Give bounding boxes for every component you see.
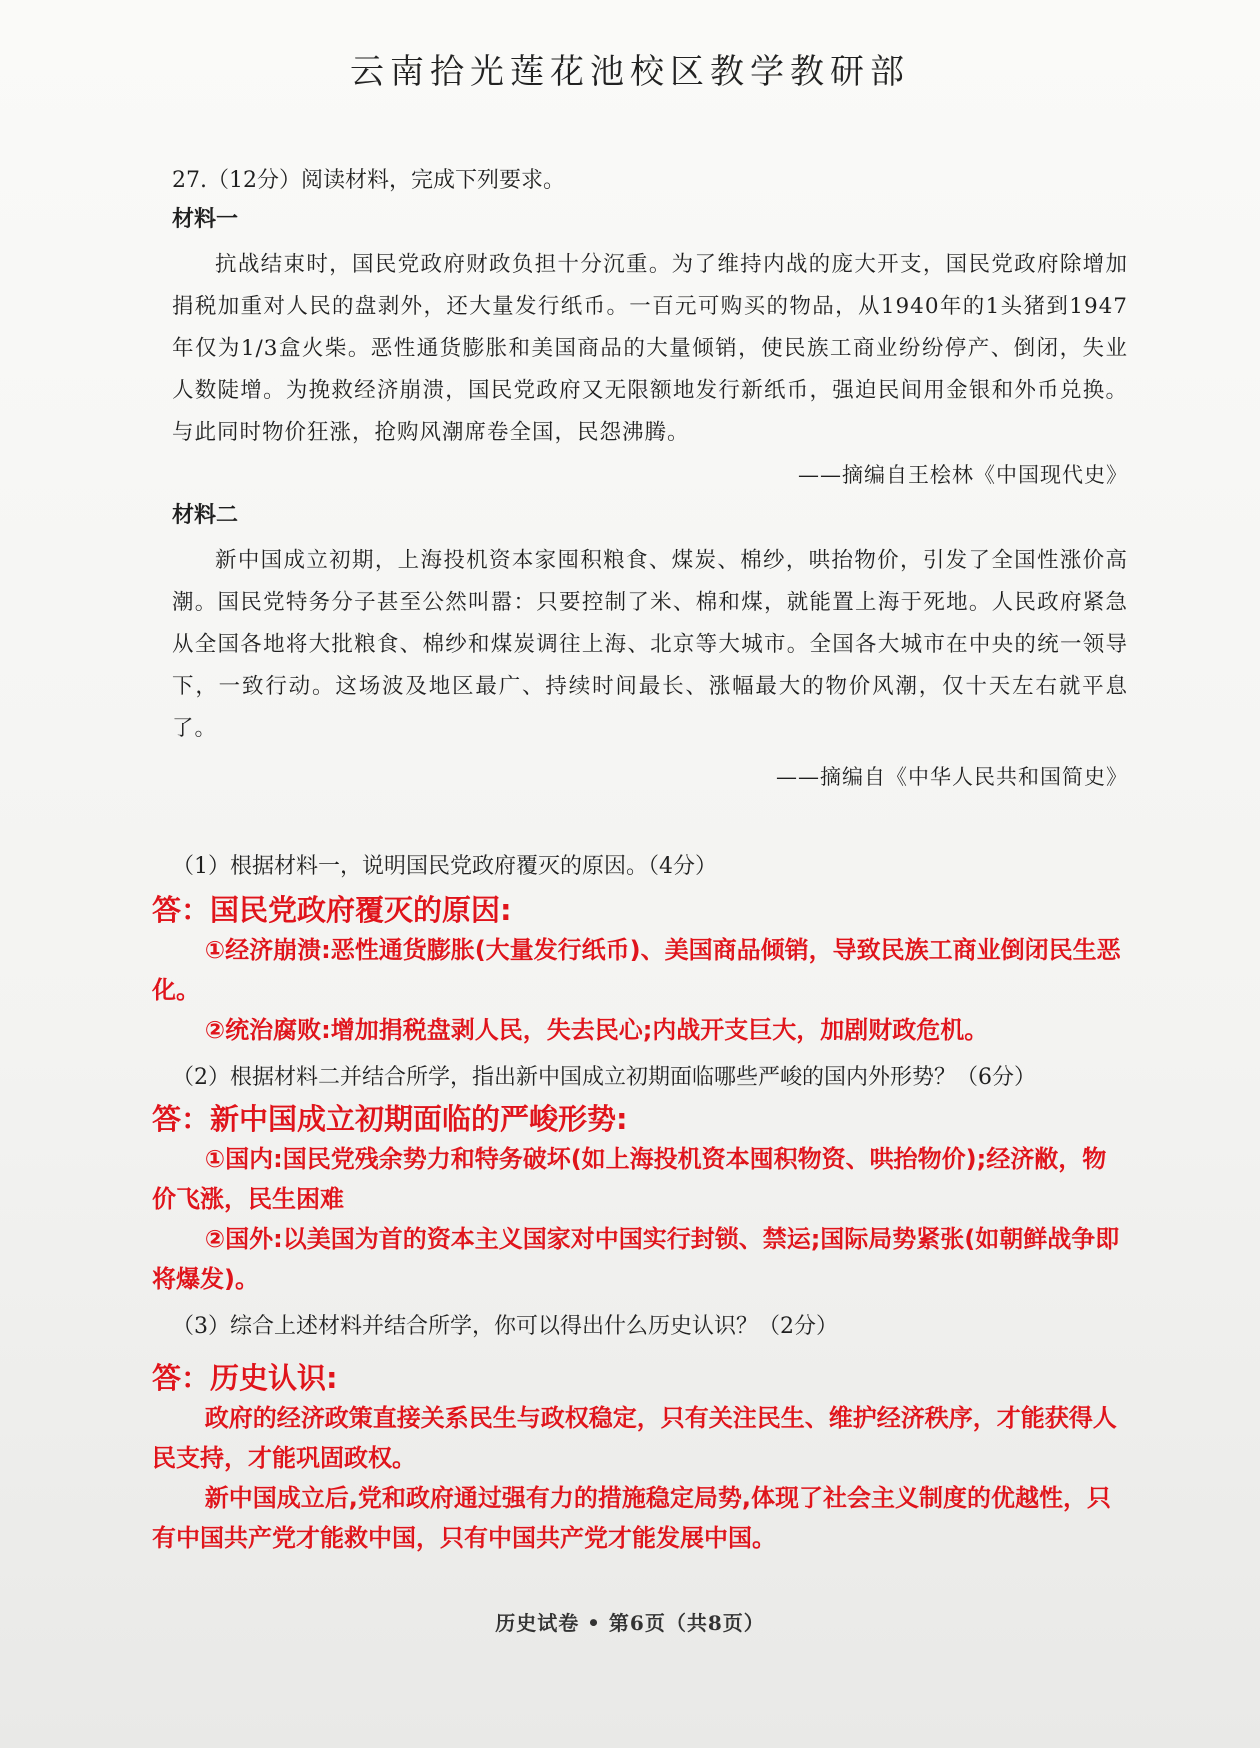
answer-2 [152, 1099, 1128, 1299]
sub-question-2 [172, 1061, 1128, 1095]
material-1-title: 材料一 [172, 206, 239, 232]
material-2-source: ——摘编自《中华人民共和国简史》 [776, 765, 1128, 789]
answer-1 [152, 890, 1128, 1050]
answer-3 [152, 1358, 1128, 1558]
question-intro: 27.（12分）阅读材料，完成下列要求。 [172, 168, 565, 193]
sub-question-3 [172, 1310, 1128, 1344]
answer-1-heading: 答：国民党政府覆灭的原因: [152, 893, 512, 927]
material-2-title: 材料二 [172, 502, 239, 528]
answer-3-point: 政府的经济政策直接关系民生与政权稳定，只有关注民生、维护经济秩序，才能获得人民支持，才能巩固政权。 [152, 1404, 1117, 1472]
material-1-source: ——摘编自王桧林《中国现代史》 [798, 463, 1128, 487]
page-footer: 历史试卷 • 第6页（共8页） [495, 1611, 765, 1635]
question-1-prompt: （1）根据材料一，说明国民党政府覆灭的原因。（4分） [172, 854, 717, 879]
answer-1-point: ①经济崩溃:恶性通货膨胀(大量发行纸币)、美国商品倾销，导致民族工商业倒闭民生恶化。 [152, 936, 1121, 1004]
answer-2-point: ①国内:国民党残余势力和特务破坏(如上海投机资本囤积物资、哄抬物价);经济敝，物价飞涨，民生困难 [152, 1145, 1107, 1213]
material-2-text: 新中国成立初期，上海投机资本家囤积粮食、煤炭、棉纱，哄抬物价，引发了全国性涨价高潮。国民党特务分子甚至公然叫嚣：只要控制了米、棉和煤，就能置上海于死地。人民政府紧急从全国各地将大批粮食、棉纱和煤炭调往上海、北京等大城市。全国各大城市在中央的统一领导下，一致行动。这场波及地区最广、持续时间最长、涨幅最大的物价风潮，仅十天左右就平息了。 [172, 548, 1128, 741]
page-header-title: 云南拾光莲花池校区教学教研部 [350, 52, 910, 92]
material-1-text: 抗战结束时，国民党政府财政负担十分沉重。为了维持内战的庞大开支，国民党政府除增加捐税加重对人民的盘剥外，还大量发行纸币。一百元可购买的物品，从1940年的1头猪到1947年仅为1/3盒火柴。恶性通货膨胀和美国商品的大量倾销，使民族工商业纷纷停产、倒闭，失业人数陡增。为挽救经济崩溃，国民党政府又无限额地发行新纸币，强迫民间用金银和外币兑换。与此同时物价狂涨，抢购风潮席卷全国，民怨沸腾。 [172, 252, 1128, 445]
answer-1-point: ②统治腐败:增加捐税盘剥人民，失去民心;内战开支巨大，加剧财政危机。 [204, 1016, 989, 1044]
answer-3-heading: 答：历史认识: [152, 1361, 338, 1395]
answer-2-point: ②国外:以美国为首的资本主义国家对中国实行封锁、禁运;国际局势紧张(如朝鲜战争即将爆发)。 [152, 1225, 1120, 1293]
question-2-prompt: （2）根据材料二并结合所学，指出新中国成立初期面临哪些严峻的国内外形势？（6分） [172, 1065, 1036, 1090]
sub-question-1 [172, 850, 1128, 884]
question-3-prompt: （3）综合上述材料并结合所学，你可以得出什么历史认识？（2分） [172, 1314, 838, 1339]
question-block [172, 164, 1128, 794]
answer-2-heading: 答：新中国成立初期面临的严峻形势: [152, 1102, 628, 1136]
answer-3-point: 新中国成立后,党和政府通过强有力的措施稳定局势,体现了社会主义制度的优越性，只有中国共产党才能救中国，只有中国共产党才能发展中国。 [152, 1484, 1112, 1552]
